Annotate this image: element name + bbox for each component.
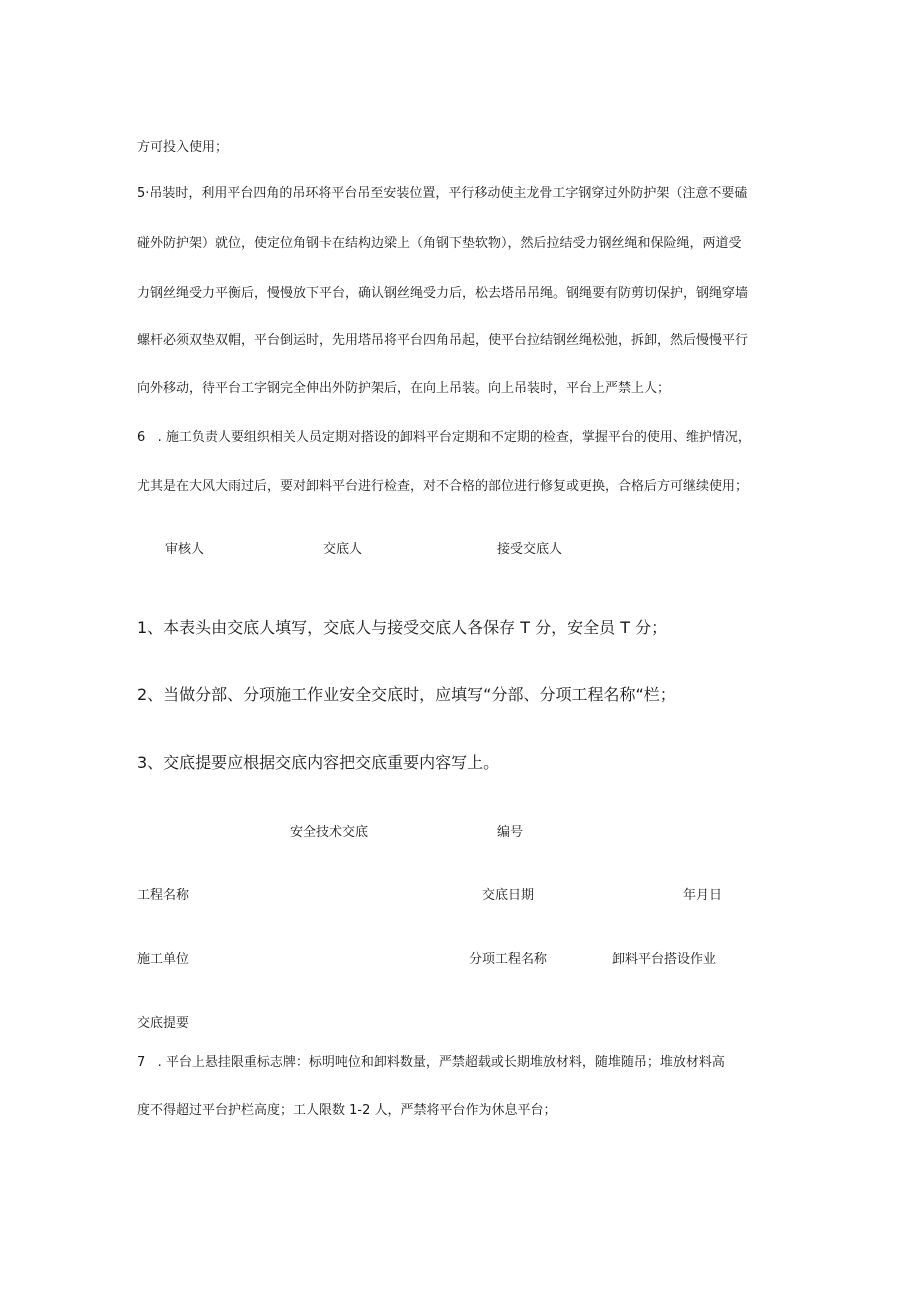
section-5-line-1: 5·吊装时，利用平台四角的吊环将平台吊至安装位置，平行移动使主龙骨工字钢穿过外防护架（注意不要磕 [137, 186, 748, 201]
summary-label: 交底提要 [137, 1016, 190, 1031]
section-5-line-4: 螺杆必须双垫双帽，平台倒运时，先用塔吊将平台四角吊起，使平台拉结钢丝绳松弛，拆卸，然后慢慢平行 [137, 333, 749, 348]
unit-label: 施工单位 [137, 952, 190, 967]
date-value: 年月日 [683, 888, 723, 903]
section-6-line-1: 6 . 施工负责人要组织相关人员定期对搭设的卸料平台定期和不定期的检查，掌握平台的使用、维护情况， [137, 430, 751, 445]
subproject-value: 卸料平台搭设作业 [612, 952, 717, 967]
subproject-label: 分项工程名称 [469, 952, 548, 967]
note-2: 2、当做分部、分项施工作业安全交底时，应填写“分部、分项工程名称“栏； [137, 685, 676, 704]
section-5-line-3: 力钢丝绳受力平衡后，慢慢放下平台，确认钢丝绳受力后，松去塔吊吊绳。钢绳要有防剪切保护，钢绳穿墙 [137, 286, 749, 301]
date-label: 交底日期 [482, 888, 535, 903]
section-7-line-2: 度不得超过平台护栏高度；工人限数 1-2 人，严禁将平台作为休息平台； [137, 1103, 557, 1118]
section-7-line-1: 7 . 平台上悬挂限重标志牌：标明吨位和卸料数量，严禁超载或长期堆放材料，随堆随吊；堆放材料高 [137, 1055, 725, 1070]
discloser-label: 交底人 [323, 542, 363, 557]
reviewer-label: 审核人 [165, 542, 205, 557]
note-3: 3、交底提要应根据交底内容把交底重要内容写上。 [137, 753, 500, 772]
section-5-line-5: 向外移动，待平台工字钢完全伸出外防护架后，在向上吊装。向上吊装时，平台上严禁上人； [137, 381, 671, 396]
note-1: 1、本表头由交底人填写，交底人与接受交底人各保存 T 分，安全员 T 分； [137, 618, 668, 637]
project-name-label: 工程名称 [137, 888, 190, 903]
section-5-line-2: 碰外防护架）就位，使定位角钢卡在结构边梁上（角钢下垫软物），然后拉结受力钢丝绳和保险绳，两道受 [137, 236, 742, 251]
section-6-line-2: 尤其是在大风大雨过后，要对卸料平台进行检查，对不合格的部位进行修复或更换，合格后方可继续使用； [137, 479, 749, 494]
paragraph-continuation: 方可投入使用； [137, 140, 229, 155]
receiver-label: 接受交底人 [497, 542, 563, 557]
form-title: 安全技术交底 [290, 825, 369, 840]
number-label: 编号 [497, 825, 524, 840]
